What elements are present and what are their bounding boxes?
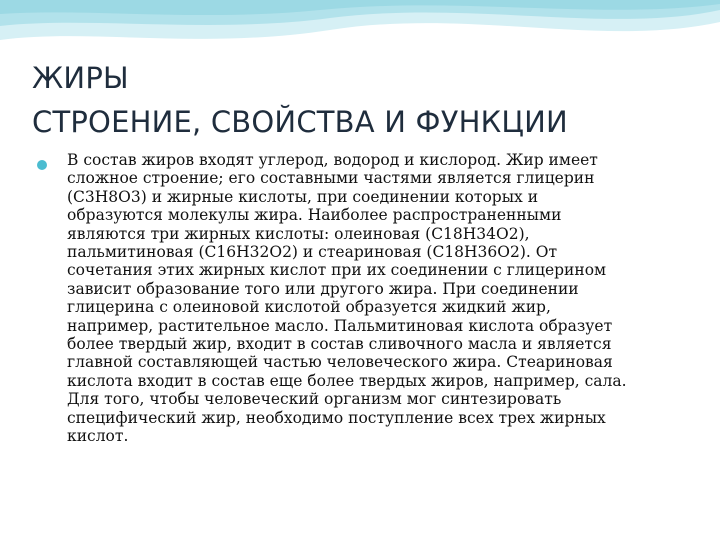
body-text [67, 151, 689, 446]
body-line: сложное строение; его составными частями является глицерин [67, 169, 595, 188]
title-line-1: ЖИРЫ [32, 61, 129, 95]
body-line: являются три жирных кислоты: олеиновая (С18Н34О2), [67, 224, 530, 243]
slide-title [32, 56, 692, 144]
bullet-icon [37, 160, 47, 170]
body-line: более твердый жир, входит в состав сливочного масла и является [67, 335, 612, 354]
body-line: например, растительное масло. Пальмитиновая кислота образует [67, 316, 613, 335]
body-line: кислот. [67, 427, 129, 446]
body-line: пальмитиновая (С16Н32О2) и стеариновая (С18Н36О2). От [67, 243, 558, 262]
body-line: кислота входит в состав еще более твердых жиров, например, сала. [67, 371, 627, 390]
body-line: Для того, чтобы человеческий организм мог синтезировать [67, 390, 562, 409]
header-wave-decoration [0, 0, 720, 60]
body-line: главной составляющей частью человеческого жира. Стеариновая [67, 353, 613, 372]
body-line: образуются молекулы жира. Наиболее распространенными [67, 206, 562, 225]
body-line: глицерина с олеиновой кислотой образуется жидкий жир, [67, 298, 551, 317]
title-line-2: СТРОЕНИЕ, СВОЙСТВА И ФУНКЦИИ [32, 105, 568, 139]
body-line: специфический жир, необходимо поступление всех трех жирных [67, 408, 606, 427]
body-line: зависит образование того или другого жира. При соединении [67, 279, 579, 298]
body-line: (С3Н8О3) и жирные кислоты, при соединении которых и [67, 187, 539, 206]
body-line: сочетания этих жирных кислот при их соединении с глицерином [67, 261, 607, 280]
body-line: В состав жиров входят углерод, водород и кислород. Жир имеет [67, 151, 598, 169]
